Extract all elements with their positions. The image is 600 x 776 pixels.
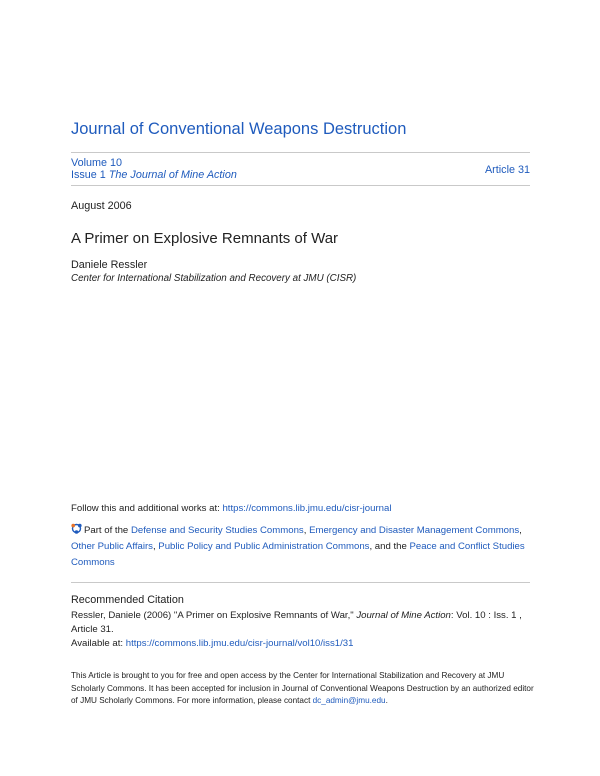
issue-line xyxy=(71,169,237,182)
part-of-disciplines xyxy=(71,522,531,571)
author-name: Daniele Ressler xyxy=(71,259,148,271)
citation-divider xyxy=(71,582,530,583)
footer-end: . xyxy=(385,696,388,705)
available-prefix: Available at: xyxy=(71,638,126,649)
citation-heading: Recommended Citation xyxy=(71,594,184,606)
contact-email-link[interactable]: dc_admin@jmu.edu xyxy=(312,696,386,705)
author-affiliation: Center for International Stabilization and Recovery at JMU (CISR) xyxy=(71,273,357,284)
citation-text xyxy=(71,609,531,651)
discipline-link[interactable]: Defense and Security Studies Commons xyxy=(130,525,304,536)
footer-notice xyxy=(71,670,536,708)
discipline-link[interactable]: Public Policy and Public Administration Commons xyxy=(158,541,370,552)
volume-link[interactable]: Volume 10 xyxy=(71,157,123,169)
discipline-link[interactable]: Emergency and Disaster Management Commons xyxy=(309,525,520,536)
separator: , xyxy=(303,525,310,536)
issue-link[interactable]: Issue 1 xyxy=(71,169,106,181)
citation-after: : Vol. 10 : Iss. 1 , Article 31. xyxy=(71,610,522,635)
citation-before: Ressler, Daniele (2006) "A Primer on Explosive Remnants of War," xyxy=(71,610,357,621)
bottom-divider xyxy=(71,185,530,186)
separator: , xyxy=(519,525,522,536)
follow-prefix: Follow this and additional works at: xyxy=(71,503,223,514)
article-title: A Primer on Explosive Remnants of War xyxy=(71,230,339,247)
journal-title-link[interactable]: Journal of Conventional Weapons Destruction xyxy=(71,120,407,138)
publication-date: August 2006 xyxy=(71,200,132,212)
follow-link[interactable]: https://commons.lib.jmu.edu/cisr-journal xyxy=(222,503,392,514)
citation-journal: Journal of Mine Action xyxy=(356,610,451,621)
issue-name-link[interactable]: The Journal of Mine Action xyxy=(108,169,237,181)
separator: , and the xyxy=(369,541,410,552)
network-icon xyxy=(71,523,82,534)
article-number-link[interactable]: Article 31 xyxy=(484,164,530,176)
discipline-link[interactable]: Other Public Affairs xyxy=(71,541,153,552)
separator: , xyxy=(152,541,159,552)
discipline-link[interactable]: Peace and Conflict Studies Commons xyxy=(71,541,525,568)
footer-text: This Article is brought to you for free and open access by the Center for International Stabilization and Recovery at JMU Scholarly Commons. It has been accepted for inclusion in Journal of Conventional Weapons Destruction by an authorized editor of JMU Scholarly Commons. For more information, please contact xyxy=(71,671,534,705)
top-divider xyxy=(71,152,530,153)
part-of-prefix: Part of the xyxy=(84,525,131,536)
available-link[interactable]: https://commons.lib.jmu.edu/cisr-journal/vol10/iss1/31 xyxy=(125,638,354,649)
follow-line xyxy=(71,503,391,514)
